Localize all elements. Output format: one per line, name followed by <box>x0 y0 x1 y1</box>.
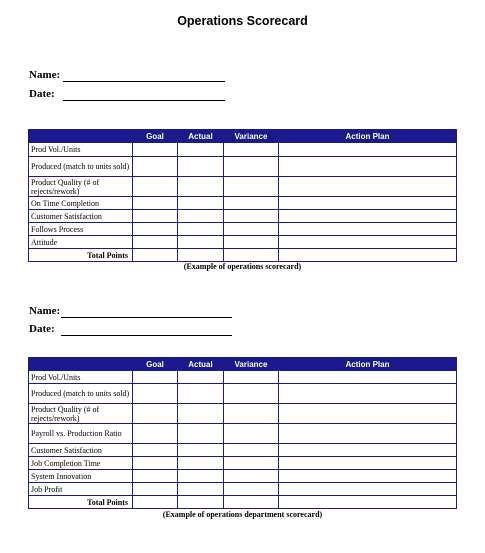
scorecard-caption-1: (Example of operations scorecard) <box>183 262 302 271</box>
variance-cell[interactable] <box>224 223 279 236</box>
variance-cell[interactable] <box>224 483 279 496</box>
goal-cell[interactable] <box>133 444 178 457</box>
header-variance: Variance <box>224 358 279 371</box>
actual-cell[interactable] <box>178 249 224 262</box>
goal-cell[interactable] <box>133 371 178 384</box>
total-row <box>29 496 457 509</box>
variance-cell[interactable] <box>224 177 279 197</box>
action-plan-cell[interactable] <box>279 371 457 384</box>
name-line-2[interactable] <box>61 317 232 318</box>
date-line-2[interactable] <box>61 335 232 336</box>
table-row <box>29 223 457 236</box>
goal-cell[interactable] <box>133 210 178 223</box>
scorecard-table-2 <box>28 357 457 509</box>
header-goal: Goal <box>133 130 178 143</box>
date-field-1 <box>29 88 55 100</box>
action-plan-cell[interactable] <box>279 197 457 210</box>
name-line-1[interactable] <box>63 81 225 82</box>
date-field-2 <box>29 323 55 335</box>
action-plan-cell[interactable] <box>279 496 457 509</box>
scorecard-table-1 <box>28 129 457 262</box>
name-label-1: Name: <box>29 69 61 81</box>
row-label: System Innovation <box>29 470 133 483</box>
actual-cell[interactable] <box>178 197 224 210</box>
actual-cell[interactable] <box>178 496 224 509</box>
row-label: Payroll vs. Production Ratio <box>29 424 133 444</box>
table-row <box>29 457 457 470</box>
variance-cell[interactable] <box>224 457 279 470</box>
row-label: Customer Satisfaction <box>29 210 133 223</box>
variance-cell[interactable] <box>224 157 279 177</box>
goal-cell[interactable] <box>133 236 178 249</box>
row-label: Produced (match to units sold) <box>29 157 133 177</box>
variance-cell[interactable] <box>224 384 279 404</box>
document-title: Operations Scorecard <box>177 14 308 28</box>
row-label: Attitude <box>29 236 133 249</box>
name-field-2 <box>29 305 60 317</box>
table-header-row <box>29 130 457 143</box>
goal-cell[interactable] <box>133 470 178 483</box>
row-label: Prod Vol./Units <box>29 143 133 157</box>
header-goal: Goal <box>133 358 178 371</box>
goal-cell[interactable] <box>133 157 178 177</box>
variance-cell[interactable] <box>224 424 279 444</box>
actual-cell[interactable] <box>178 470 224 483</box>
date-line-1[interactable] <box>63 100 225 101</box>
table-row <box>29 210 457 223</box>
actual-cell[interactable] <box>178 483 224 496</box>
goal-cell[interactable] <box>133 496 178 509</box>
row-label: Product Quality (# of rejects/rework) <box>29 404 133 424</box>
name-field-1 <box>29 69 60 81</box>
goal-cell[interactable] <box>133 143 178 157</box>
variance-cell[interactable] <box>224 210 279 223</box>
variance-cell[interactable] <box>224 444 279 457</box>
table-header-row <box>29 358 457 371</box>
goal-cell[interactable] <box>133 424 178 444</box>
variance-cell[interactable] <box>224 496 279 509</box>
row-label: Prod Vol./Units <box>29 371 133 384</box>
actual-cell[interactable] <box>178 457 224 470</box>
actual-cell[interactable] <box>178 444 224 457</box>
name-label-2: Name: <box>29 305 61 317</box>
action-plan-cell[interactable] <box>279 223 457 236</box>
table-row <box>29 404 457 424</box>
scorecard-caption-2: (Example of operations department scorecard) <box>162 510 323 519</box>
action-plan-cell[interactable] <box>279 457 457 470</box>
variance-cell[interactable] <box>224 249 279 262</box>
actual-cell[interactable] <box>178 143 224 157</box>
action-plan-cell[interactable] <box>279 483 457 496</box>
header-blank <box>29 130 133 143</box>
goal-cell[interactable] <box>133 384 178 404</box>
actual-cell[interactable] <box>178 223 224 236</box>
row-label: Job Profit <box>29 483 133 496</box>
goal-cell[interactable] <box>133 249 178 262</box>
table-row <box>29 177 457 197</box>
table-row <box>29 424 457 444</box>
total-points-label: Total Points <box>29 249 133 262</box>
table-row <box>29 157 457 177</box>
row-label: Customer Satisfaction <box>29 444 133 457</box>
row-label: Job Completion Time <box>29 457 133 470</box>
total-row <box>29 249 457 262</box>
goal-cell[interactable] <box>133 483 178 496</box>
header-actual: Actual <box>178 358 224 371</box>
table-row <box>29 197 457 210</box>
action-plan-cell[interactable] <box>279 177 457 197</box>
table-row <box>29 470 457 483</box>
header-action-plan: Action Plan <box>279 130 457 143</box>
action-plan-cell[interactable] <box>279 157 457 177</box>
table-row <box>29 384 457 404</box>
action-plan-cell[interactable] <box>279 210 457 223</box>
actual-cell[interactable] <box>178 371 224 384</box>
table-row <box>29 371 457 384</box>
row-label: Produced (match to units sold) <box>29 384 133 404</box>
actual-cell[interactable] <box>178 177 224 197</box>
variance-cell[interactable] <box>224 197 279 210</box>
date-label-1: Date: <box>29 88 55 100</box>
row-label: Product Quality (# of rejects/rework) <box>29 177 133 197</box>
date-label-2: Date: <box>29 323 55 335</box>
actual-cell[interactable] <box>178 384 224 404</box>
action-plan-cell[interactable] <box>279 249 457 262</box>
goal-cell[interactable] <box>133 223 178 236</box>
actual-cell[interactable] <box>178 157 224 177</box>
row-label: Follows Process <box>29 223 133 236</box>
actual-cell[interactable] <box>178 404 224 424</box>
variance-cell[interactable] <box>224 470 279 483</box>
goal-cell[interactable] <box>133 404 178 424</box>
goal-cell[interactable] <box>133 197 178 210</box>
table-row <box>29 236 457 249</box>
goal-cell[interactable] <box>133 177 178 197</box>
row-label: On Time Completion <box>29 197 133 210</box>
action-plan-cell[interactable] <box>279 143 457 157</box>
action-plan-cell[interactable] <box>279 470 457 483</box>
action-plan-cell[interactable] <box>279 424 457 444</box>
variance-cell[interactable] <box>224 371 279 384</box>
goal-cell[interactable] <box>133 457 178 470</box>
variance-cell[interactable] <box>224 236 279 249</box>
variance-cell[interactable] <box>224 404 279 424</box>
action-plan-cell[interactable] <box>279 404 457 424</box>
header-action-plan: Action Plan <box>279 358 457 371</box>
table-row <box>29 483 457 496</box>
variance-cell[interactable] <box>224 143 279 157</box>
action-plan-cell[interactable] <box>279 236 457 249</box>
table-row <box>29 143 457 157</box>
header-blank <box>29 358 133 371</box>
actual-cell[interactable] <box>178 210 224 223</box>
action-plan-cell[interactable] <box>279 384 457 404</box>
actual-cell[interactable] <box>178 236 224 249</box>
total-points-label: Total Points <box>29 496 133 509</box>
table-row <box>29 444 457 457</box>
action-plan-cell[interactable] <box>279 444 457 457</box>
actual-cell[interactable] <box>178 424 224 444</box>
header-actual: Actual <box>178 130 224 143</box>
header-variance: Variance <box>224 130 279 143</box>
